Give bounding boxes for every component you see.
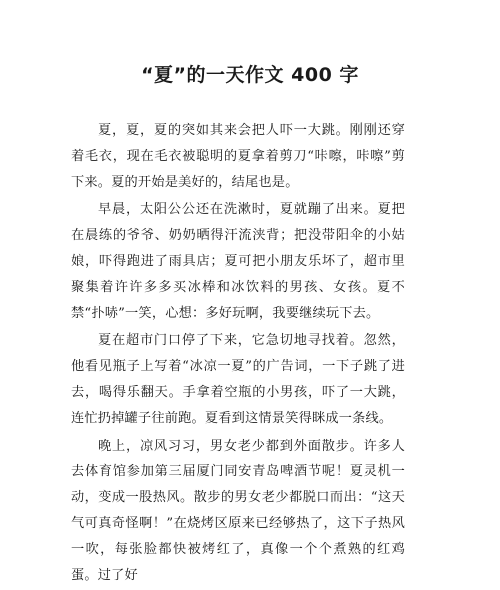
document-title: “夏”的一天作文 400 字 (141, 64, 359, 86)
paragraph-3: 夏在超市门口停了下来，它急切地寻找着。忽然，他看见瓶子上写着“冰凉一夏”的广告词，一下子跳了进去，喝得乐翻天。手拿着空瓶的小男孩，吓了一大跳，连忙扔掉罐子往前跑。夏看到这情景笑得眯成一条线。 (71, 333, 405, 426)
paragraph-2: 早晨，太阳公公还在洗漱时，夏就蹦了出来。夏把在晨练的爷爷、奶奶晒得汗流浃背；把没带阳伞的小姑娘，吓得跑进了雨具店；夏可把小朋友乐坏了，超市里聚集着许许多多买冰棒和冰饮料的男孩、女孩。夏不禁“扑哧”一笑，心想：多好玩啊，我要继续玩下去。 (71, 202, 405, 321)
paragraph-4: 晚上，凉风习习，男女老少都到外面散步。许多人去体育馆参加第三届厦门同安青岛啤酒节呢！夏灵机一动，变成一股热风。散步的男女老少都脱口而出：“这天气可真奇怪啊！”在烧烤区原来已经够热了，这下子热风一吹，每张脸都快被烤红了，真像一个个煮熟的红鸡蛋。过了好 (71, 438, 405, 583)
paragraph-1: 夏，夏，夏的突如其来会把人吓一大跳。刚刚还穿着毛衣，现在毛衣被聪明的夏拿着剪刀“咔嚓，咔嚓”剪下来。夏的开始是美好的，结尾也是。 (71, 123, 405, 190)
essay-body (71, 118, 405, 590)
